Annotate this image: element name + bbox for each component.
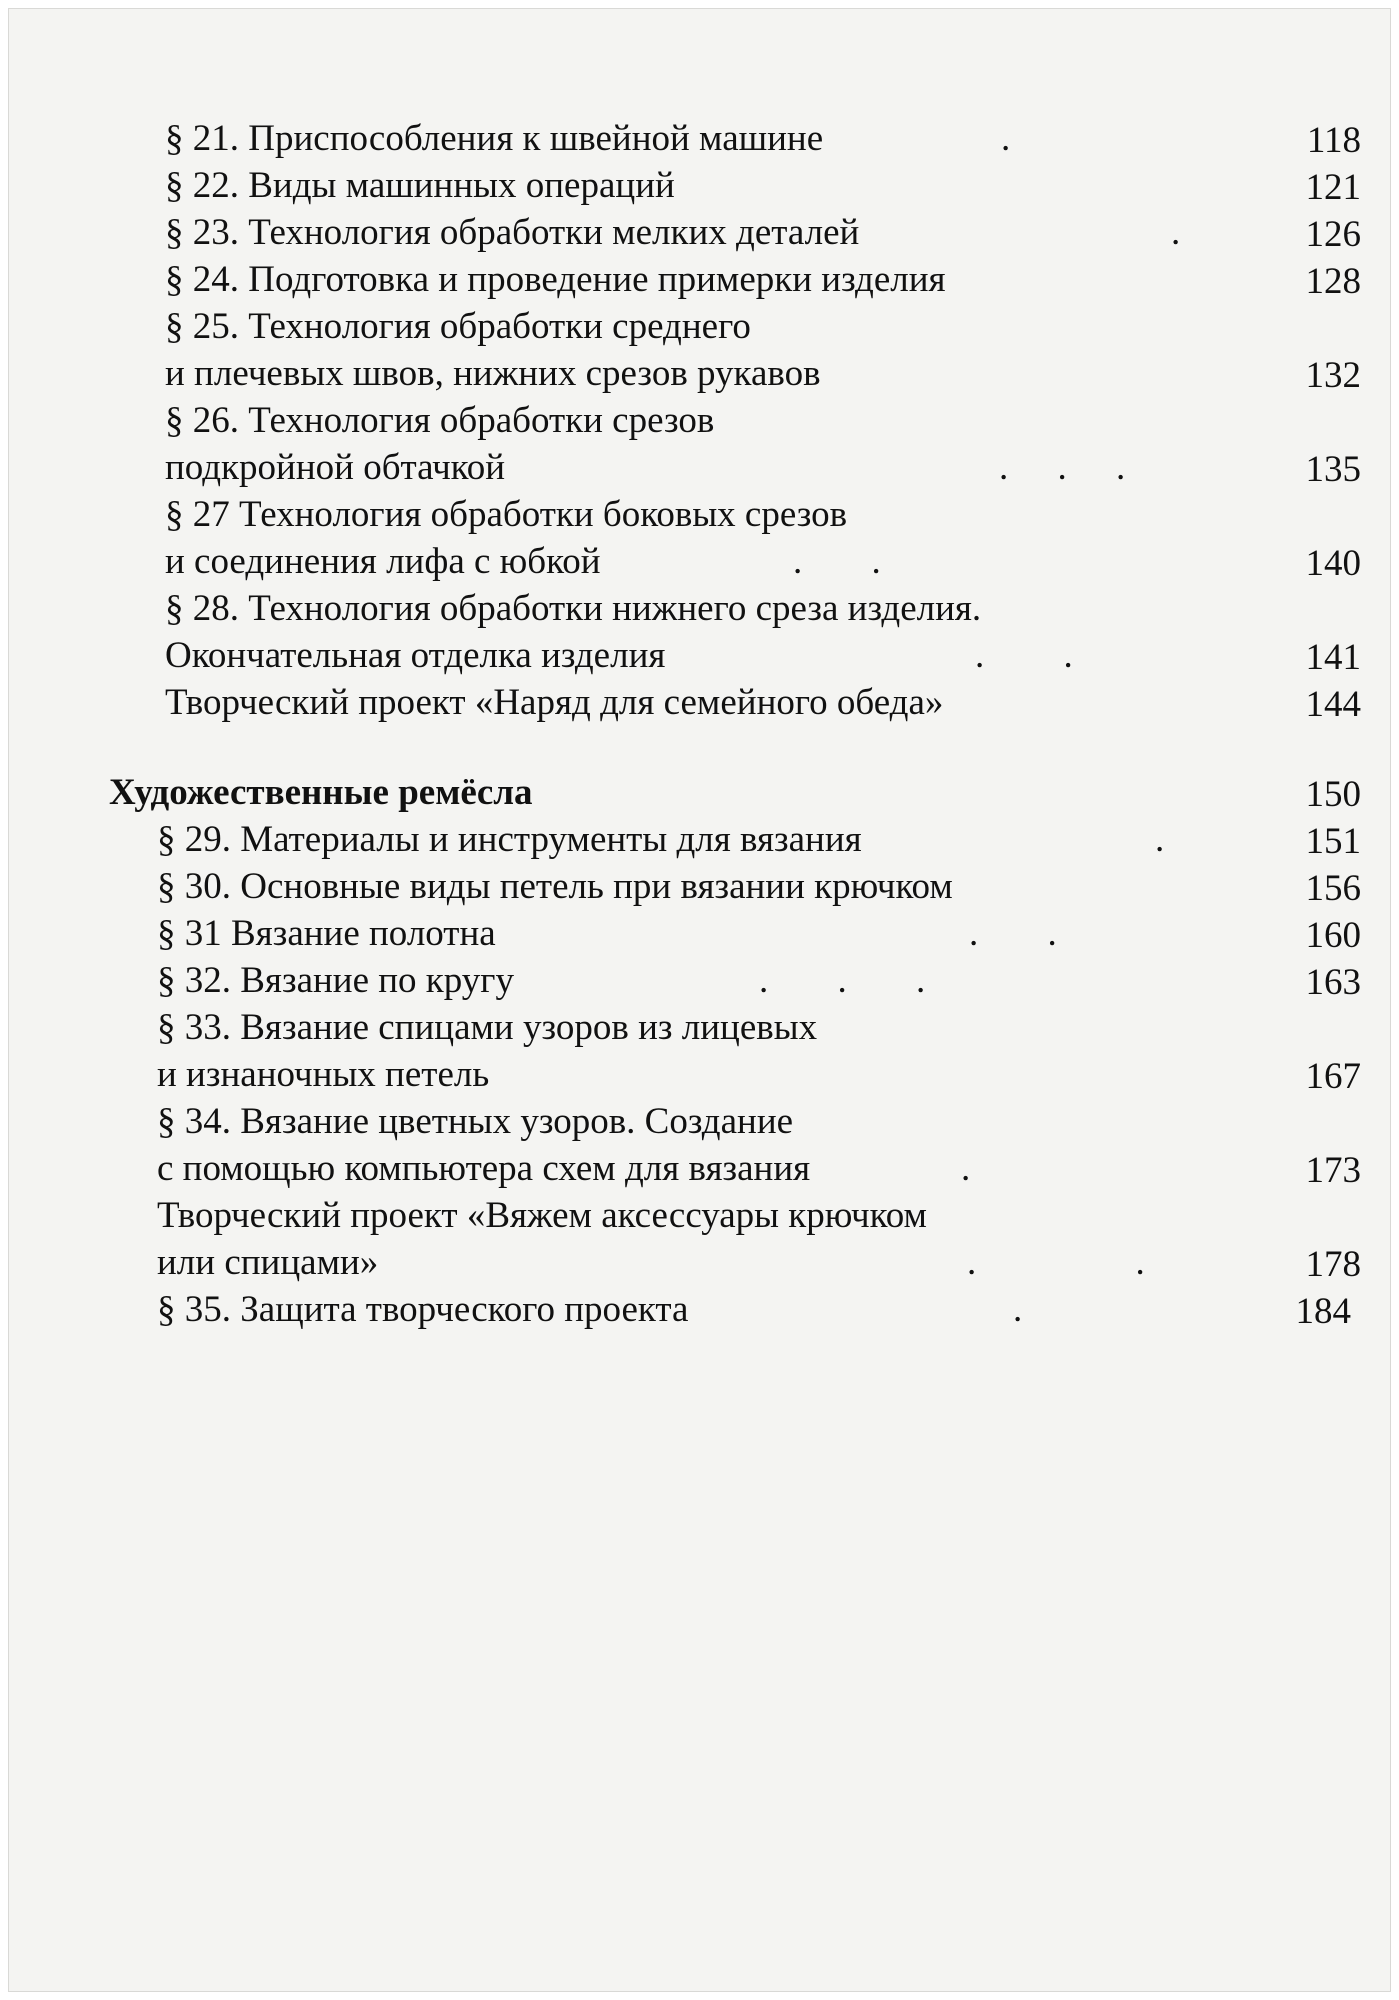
toc-entry-27-cont: и соединения лифа с юбкой [165, 541, 601, 582]
toc-page-number: 132 [1305, 355, 1361, 396]
toc-leader-dots: . . [975, 635, 1073, 676]
toc-page-number: 167 [1305, 1056, 1361, 1097]
toc-leader-dots: . [1013, 1289, 1023, 1330]
toc-entry-30: § 30. Основные виды петель при вязании крючком [157, 866, 953, 907]
toc-entry-25: § 25. Технология обработки среднего [165, 306, 751, 347]
toc-leader-dots: . [961, 1148, 971, 1189]
toc-page-number: 128 [1305, 261, 1361, 302]
section-heading: Художественные ремёсла [109, 772, 533, 813]
toc-entry-28: § 28. Технология обработки нижнего среза изделия. [165, 588, 982, 629]
toc-entry-34: § 34. Вязание цветных узоров. Создание [157, 1101, 794, 1142]
toc-page-number: 178 [1305, 1244, 1361, 1285]
toc-page-number: 160 [1305, 915, 1361, 956]
toc-entry-33-cont: и изнаночных петель [157, 1054, 490, 1095]
toc-entry-project-1: Творческий проект «Наряд для семейного обеда» [165, 682, 944, 723]
toc-entry-29: § 29. Материалы и инструменты для вязания [157, 819, 862, 860]
toc-page-number: 173 [1305, 1150, 1361, 1191]
toc-entry-27: § 27 Технология обработки боковых срезов [165, 494, 848, 535]
book-page [8, 8, 1391, 1992]
toc-leader-dots: . . . [999, 447, 1126, 488]
toc-page-number: 140 [1305, 543, 1361, 584]
toc-page-number: 126 [1305, 214, 1361, 255]
toc-leader-dots: . . [793, 541, 881, 582]
toc-page-number: 184 [1295, 1291, 1351, 1332]
toc-page-number: 135 [1305, 449, 1361, 490]
toc-entry-32: § 32. Вязание по кругу [157, 960, 514, 1001]
toc-leader-dots: . . [967, 1242, 1145, 1283]
toc-entry-project-2-cont: или спицами» [157, 1242, 379, 1283]
toc-leader-dots: . [1171, 212, 1181, 253]
toc-entry-21: § 21. Приспособления к швейной машине [165, 118, 824, 159]
toc-leader-dots: . . . [759, 960, 926, 1001]
toc-entry-28-cont: Окончательная отделка изделия [165, 635, 666, 676]
toc-entry-31: § 31 Вязание полотна [157, 913, 496, 954]
toc-page-number: 144 [1305, 684, 1361, 725]
toc-leader-dots: . . [969, 913, 1057, 954]
toc-page-number: 141 [1305, 637, 1361, 678]
toc-entry-22: § 22. Виды машинных операций [165, 165, 675, 206]
toc-entry-23: § 23. Технология обработки мелких деталей [165, 212, 860, 253]
table-of-contents [9, 9, 1390, 1991]
toc-entry-35: § 35. Защита творческого проекта [157, 1289, 689, 1330]
toc-leader-dots: . [1155, 819, 1165, 860]
toc-page-number: 156 [1305, 868, 1361, 909]
toc-page-number: 163 [1305, 962, 1361, 1003]
toc-entry-33: § 33. Вязание спицами узоров из лицевых [157, 1007, 818, 1048]
toc-entry-34-cont: с помощью компьютера схем для вязания [157, 1148, 811, 1189]
toc-entry-26-cont: подкройной обтачкой [165, 447, 506, 488]
toc-page-number: 151 [1305, 821, 1361, 862]
toc-page-number: 150 [1305, 774, 1361, 815]
toc-entry-24: § 24. Подготовка и проведение примерки изделия [165, 259, 946, 300]
toc-entry-project-2: Творческий проект «Вяжем аксессуары крючком [157, 1195, 927, 1236]
toc-page-number: 118 [1306, 120, 1361, 161]
toc-page-number: 121 [1305, 167, 1361, 208]
toc-entry-26: § 26. Технология обработки срезов [165, 400, 715, 441]
toc-entry-25-cont: и плечевых швов, нижних срезов рукавов [165, 353, 821, 394]
toc-leader-dots: . [1001, 118, 1011, 159]
